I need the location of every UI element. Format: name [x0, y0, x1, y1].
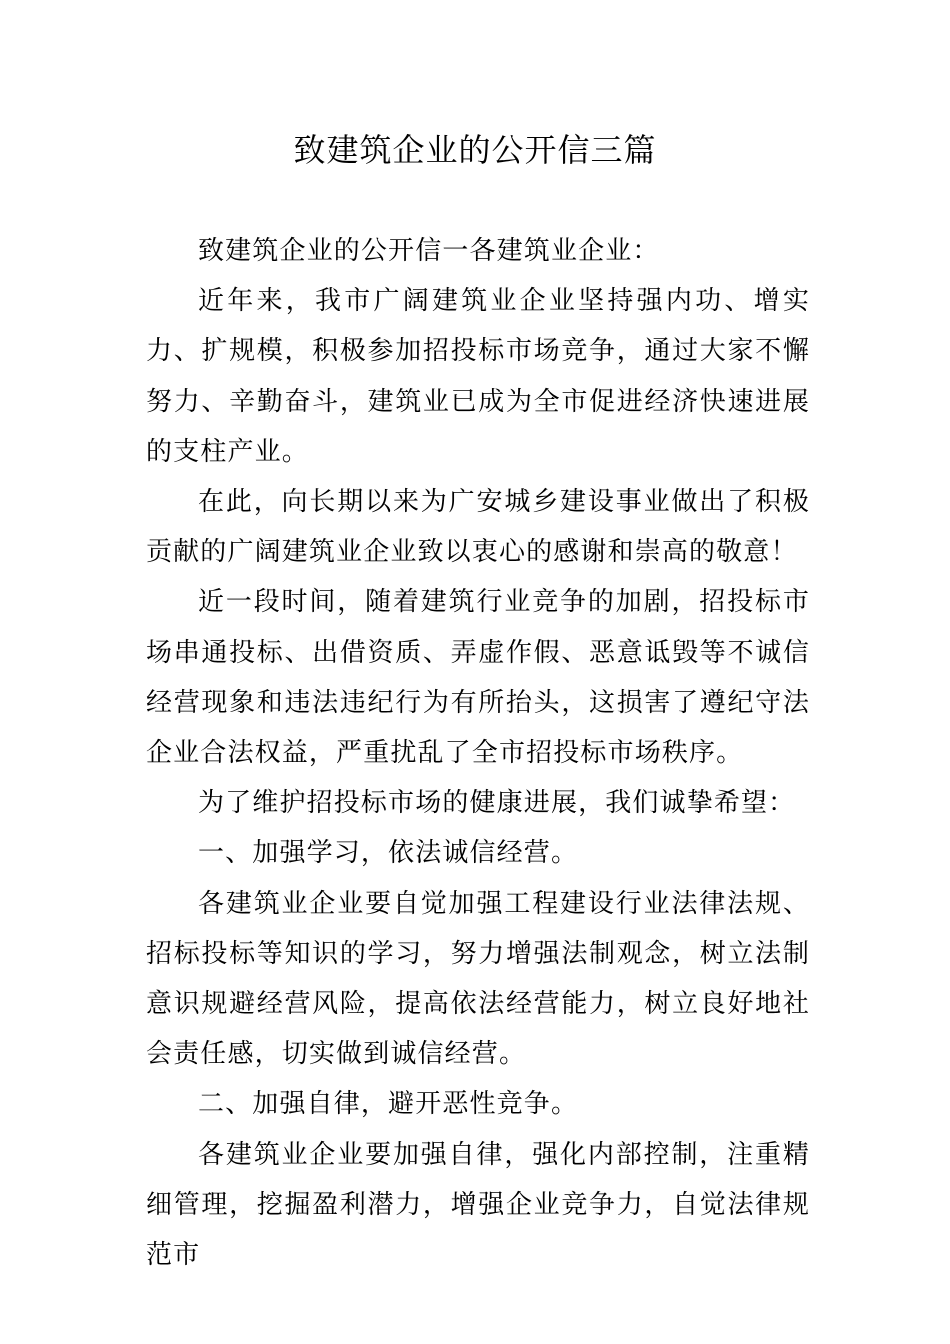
paragraph-heading-1: 一、加强学习，依法诚信经营。 — [198, 838, 579, 869]
paragraph-problems: 近一段时间，随着建筑行业竞争的加剧，招投标市场串通投标、出借资质、弄虚作假、恶意诋毁等不诚信经营现象和违法违纪行为有所抬头，这损害了遵纪守法企业合法权益，严重扰乱了全市招投标市场秩序。 — [146, 587, 810, 769]
document-body — [146, 226, 810, 1280]
paragraph-point-1: 各建筑业企业要自觉加强工程建设行业法律法规、招标投标等知识的学习，努力增强法制观念，树立法制意识规避经营风险，提高依法经营能力，树立良好地社会责任感，切实做到诚信经营。 — [146, 888, 810, 1070]
paragraph-hope: 为了维护招投标市场的健康进展，我们诚挚希望： — [198, 788, 796, 819]
paragraph-point-2: 各建筑业企业要加强自律，强化内部控制，注重精细管理，挖掘盈利潜力，增强企业竞争力，自觉法律规范市 — [146, 1139, 810, 1271]
paragraph-heading-2: 二、加强自律，避开恶性竞争。 — [198, 1089, 579, 1120]
paragraph-salutation: 致建筑企业的公开信一各建筑业企业： — [198, 236, 660, 266]
paragraph-intro: 近年来，我市广阔建筑业企业坚持强内功、增实力、扩规模，积极参加招投标市场竞争，通过大家不懈努力、辛勤奋斗，建筑业已成为全市促进经济快速进展的支柱产业。 — [146, 286, 810, 467]
document-title: 致建筑企业的公开信三篇 — [293, 131, 657, 169]
paragraph-thanks: 在此，向长期以来为广安城乡建设事业做出了积极贡献的广阔建筑业企业致以衷心的感谢和崇高的敬意！ — [146, 487, 810, 568]
